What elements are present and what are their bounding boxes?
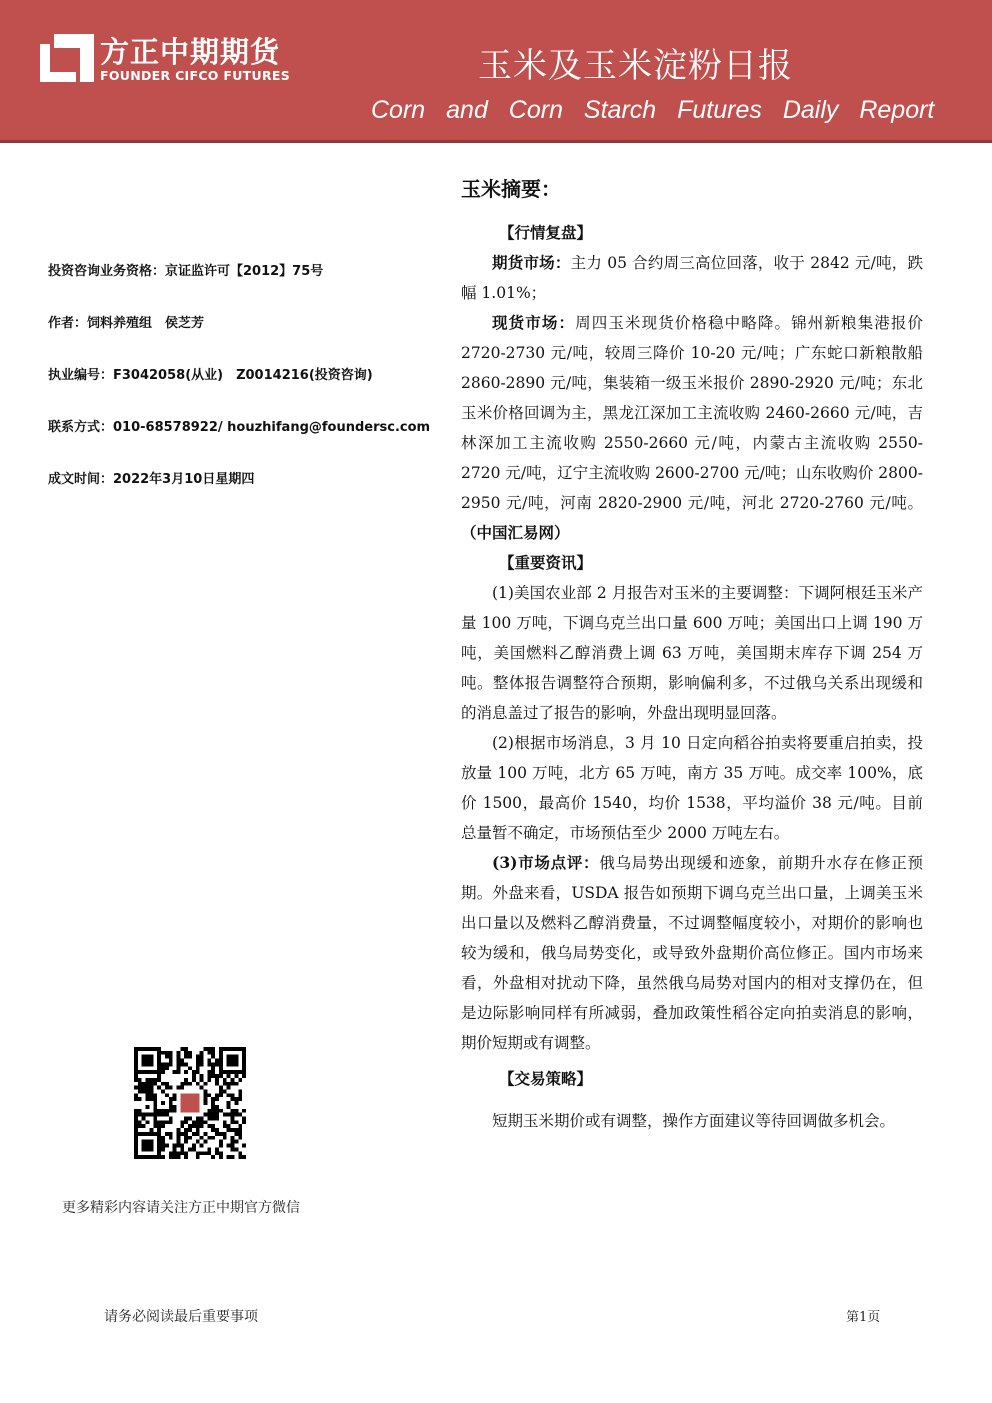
summary-title: 玉米摘要： xyxy=(461,177,561,201)
corn-summary xyxy=(461,170,923,1142)
futures-market-paragraph xyxy=(461,248,923,308)
license-text: 执业编号：F3042058(从业) Z0014216(投资咨询) xyxy=(48,368,373,383)
market-comment-label: (3)市场点评： xyxy=(492,853,600,872)
page-number: 第1页 xyxy=(846,1310,881,1325)
news-heading: 【重要资讯】 xyxy=(499,553,593,572)
report-title-cn: 玉米及玉米淀粉日报 xyxy=(478,46,793,86)
qr-caption: 更多精彩内容请关注方正中期官方微信 xyxy=(62,1200,300,1216)
wechat-qr-code xyxy=(134,1047,246,1159)
founder-logo-icon xyxy=(40,34,94,82)
qualification-text: 投资咨询业务资格：京证监许可【2012】75号 xyxy=(48,264,324,279)
author-text: 作者：饲料养殖组 侯芝芳 xyxy=(48,316,205,331)
futures-market-text: 主力 05 合约周三高位回落，收于 2842 元/吨，跌幅 1.01%； xyxy=(461,254,923,302)
spot-source: （中国汇易网） xyxy=(461,523,570,542)
news-item-1: (1)美国农业部 2 月报告对玉米的主要调整：下调阿根廷玉米产量 100 万吨，下调乌克兰出口量 600 万吨；美国出口上调 190 万吨，美国燃料乙醇消费上调 63 万吨，美国期末库存下调 254 万吨。整体报告调整符合预期，影响偏利多，不过俄乌关系出现缓和的消息盖过了报告的影响，外盘出现明显回落。 xyxy=(461,584,923,722)
review-heading: 【行情复盘】 xyxy=(499,223,593,242)
news-item-2: (2)根据市场消息，3 月 10 日定向稻谷拍卖将要重启拍卖，投放量 100 万吨，北方 65 万吨，南方 35 万吨。成交率 100%，底价 1500，最高价 1540，均价 1538，平均溢价 38 元/吨。目前总量暂不确定，市场预估至少 2000 万吨左右。 xyxy=(461,734,923,842)
spot-market-text: 周四玉米现货价格稳中略降。锦州新粮集港报价 2720-2730 元/吨，较周三降价 10-20 元/吨；广东蛇口新粮散船 2860-2890 元/吨，集装箱一级玉米报价 2890-2920 元/吨；东北玉米价格回调为主，黑龙江深加工主流收购 2460-2660 元/吨，吉林深加工主流收购 2550-2660 元/吨，内蒙古主流收购 2550-2720 元/吨，辽宁主流收购 2600-2700 元/吨；山东收购价 2800-2950 元/吨，河南 2820-2900 元/吨，河北 2720-2760 元/吨。 xyxy=(461,314,923,512)
contact-text: 联系方式：010-68578922/ houzhifang@foundersc.com xyxy=(48,420,431,435)
date-text: 成文时间：2022年3月10日星期四 xyxy=(48,472,255,487)
report-header xyxy=(0,0,992,140)
spot-market-label: 现货市场： xyxy=(492,313,576,332)
report-title-en: Corn and Corn Starch Futures Daily Report xyxy=(371,96,935,124)
strategy-text: 短期玉米期价或有调整，操作方面建议等待回调做多机会。 xyxy=(492,1112,896,1130)
market-comment-paragraph xyxy=(461,848,923,1058)
footer-notice: 请务必阅读最后重要事项 xyxy=(104,1309,258,1325)
brand-name-en: FOUNDER CIFCO FUTURES xyxy=(100,68,291,83)
author-info xyxy=(48,262,448,522)
market-comment-text: 俄乌局势出现缓和迹象，前期升水存在修正预期。外盘来看，USDA 报告如预期下调乌克兰出口量，上调美玉米出口量以及燃料乙醇消费量，不过调整幅度较小，对期价的影响也较为缓和，俄乌局势变化，或导致外盘期价高位修正。国内市场来看，外盘相对扰动下降，虽然俄乌局势对国内的相对支撑仍在，但是边际影响同样有所减弱，叠加政策性稻谷定向拍卖消息的影响，期价短期或有调整。 xyxy=(461,854,923,1052)
futures-market-label: 期货市场： xyxy=(492,253,571,272)
brand-name-cn: 方正中期期货 xyxy=(100,35,281,69)
strategy-heading: 【交易策略】 xyxy=(499,1069,593,1088)
header-divider xyxy=(0,140,992,143)
spot-market-paragraph xyxy=(461,308,923,548)
